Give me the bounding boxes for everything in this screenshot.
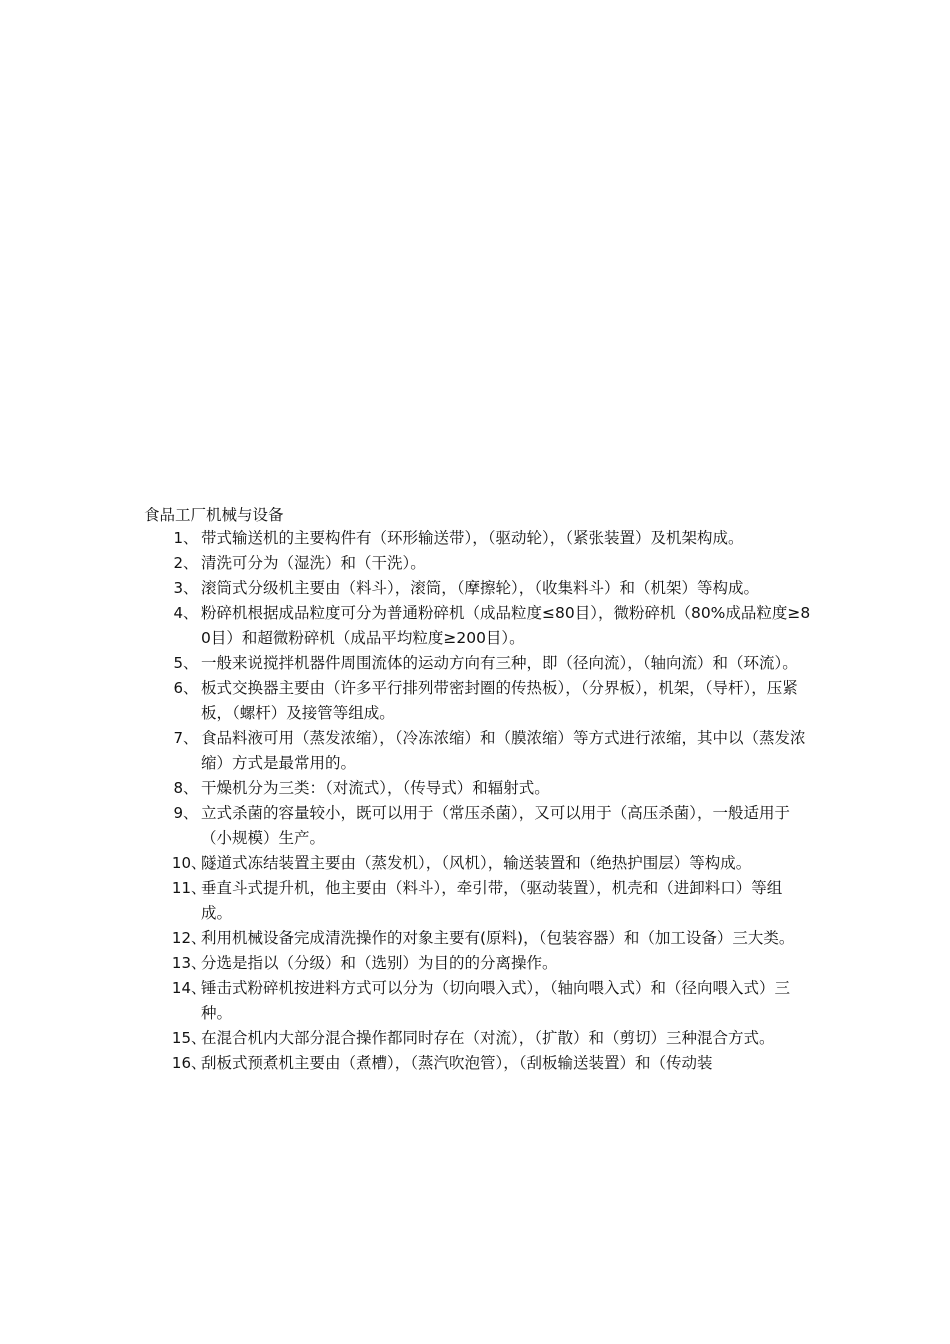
list-item [0,876,950,926]
item-text: 利用机械设备完成清洗操作的对象主要有(原料)，（包装容器）和（加工设备）三大类。 [201,929,795,947]
document-title: 食品工厂机械与设备 [144,506,284,524]
list-item [0,976,950,1026]
item-text: 干燥机分为三类：（对流式），（传导式）和辐射式。 [201,779,550,797]
list-item [0,576,950,601]
question-list [0,526,950,1076]
item-text: 在混合机内大部分混合操作都同时存在（对流），（扩散）和（剪切）三种混合方式。 [201,1029,775,1047]
item-text: 清洗可分为（湿洗）和（干洗）。 [201,554,426,572]
item-text: 隧道式冻结装置主要由（蒸发机），（风机），输送装置和（绝热护围层）等构成。 [201,854,752,872]
item-text: 粉碎机根据成品粒度可分为普通粉碎机（成品粒度≤80目），微粉碎机（80%成品粒度≥80目）和超微粉碎机（成品平均粒度≥200目）。 [201,604,811,647]
list-item [0,676,950,726]
list-item [0,801,950,851]
item-number: 7、 [173,729,198,747]
list-item [0,651,950,676]
list-item [0,526,950,551]
list-item [0,926,950,951]
item-number: 1、 [173,529,198,547]
list-item [0,1026,950,1051]
item-text: 立式杀菌的容量较小，既可以用于（常压杀菌），又可以用于（高压杀菌），一般适用于（小规模）生产。 [201,804,791,847]
list-item [0,776,950,801]
item-text: 滚筒式分级机主要由（料斗），滚筒，（摩擦轮），（收集料斗）和（机架）等构成。 [201,579,760,597]
list-item [0,851,950,876]
item-number: 5、 [173,654,198,672]
item-text: 锤击式粉碎机按进料方式可以分为（切向喂入式），（轴向喂入式）和（径向喂入式）三种。 [201,979,791,1022]
item-number: 14、 [171,979,206,997]
list-item [0,726,950,776]
item-number: 15、 [171,1029,206,1047]
list-item [0,1051,950,1076]
item-number: 2、 [173,554,198,572]
item-number: 8、 [173,779,198,797]
item-number: 4、 [173,604,198,622]
item-text: 带式输送机的主要构件有（环形输送带），（驱动轮），（紧张装置）及机架构成。 [201,529,744,547]
item-text: 食品料液可用（蒸发浓缩），（冷冻浓缩）和（膜浓缩）等方式进行浓缩，其中以（蒸发浓缩）方式是最常用的。 [201,729,806,772]
item-text: 一般来说搅拌机器件周围流体的运动方向有三种，即（径向流），（轴向流）和（环流）。 [201,654,798,672]
item-number: 11、 [171,879,206,897]
item-number: 9、 [173,804,198,822]
item-number: 6、 [173,679,198,697]
item-text: 刮板式预煮机主要由（煮槽），（蒸汽吹泡管），（刮板输送装置）和（传动装 [201,1054,713,1072]
list-item [0,601,950,651]
item-number: 10、 [171,854,206,872]
list-item [0,951,950,976]
item-number: 13、 [171,954,206,972]
item-number: 3、 [173,579,198,597]
item-number: 12、 [171,929,206,947]
item-number: 16、 [171,1054,206,1072]
list-item [0,551,950,576]
item-text: 垂直斗式提升机，他主要由（料斗），牵引带，（驱动装置），机壳和（进卸料口）等组成。 [201,879,783,922]
item-text: 板式交换器主要由（许多平行排列带密封圈的传热板），（分界板），机架，（导杆），压紧板，（螺杆）及接管等组成。 [201,679,798,722]
item-text: 分选是指以（分级）和（选别）为目的的分离操作。 [201,954,558,972]
